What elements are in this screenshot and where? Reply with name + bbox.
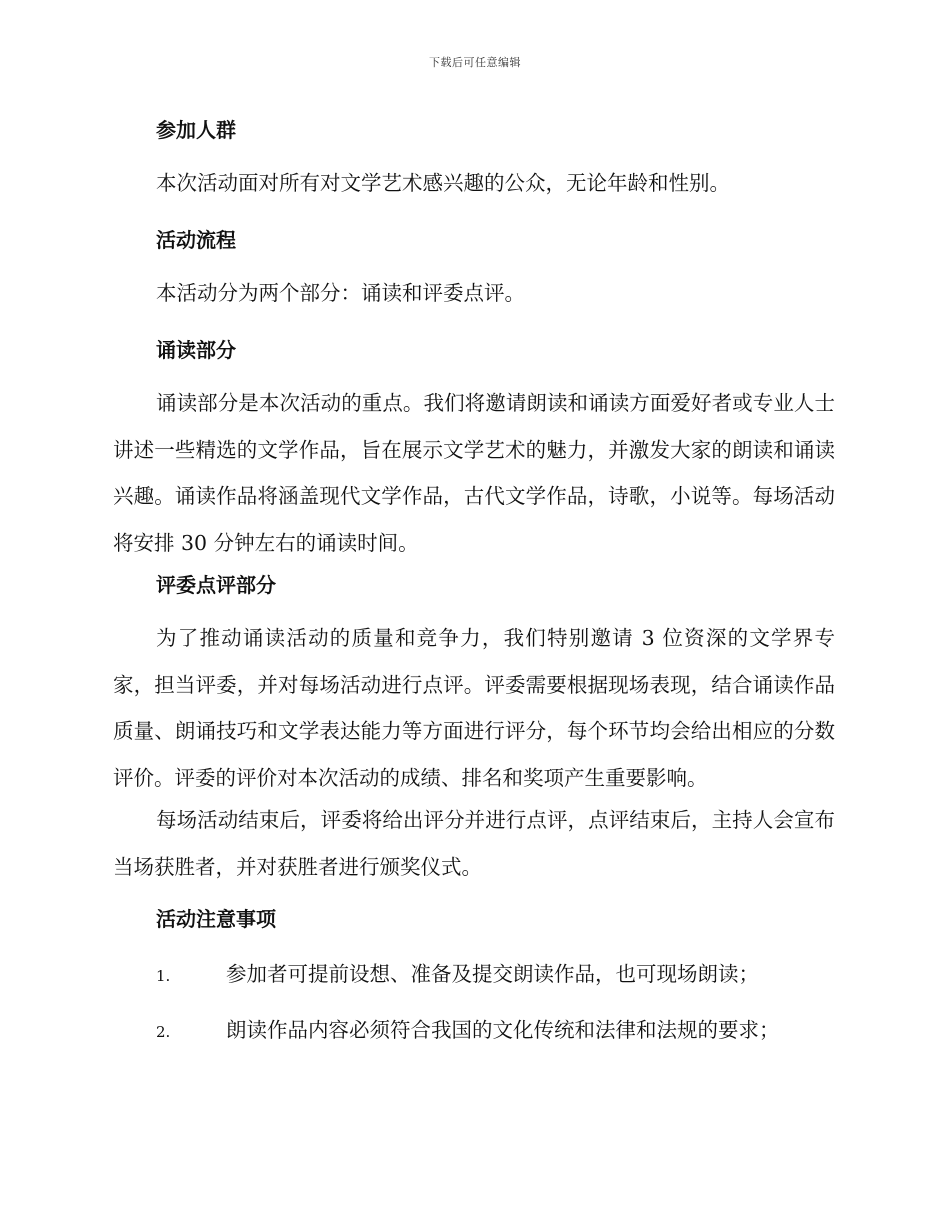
list-item-number: 2. (156, 1023, 171, 1041)
list-item-text: 朗读作品内容必须符合我国的文化传统和法律和法规的要求； (226, 1018, 780, 1042)
heading-judging: 评委点评部分 (156, 573, 276, 597)
paragraph-process: 本活动分为两个部分：诵读和评委点评。 (156, 281, 525, 305)
paragraph-recitation: 诵读部分是本次活动的重点。我们将邀请朗读和诵读方面爱好者或专业人士讲述一些精选的文学作品，旨在展示文学艺术的魅力，并激发大家的朗读和诵读兴趣。诵读作品将涵盖现代文学作品，古代文学作品，诗歌，小说等。每场活动将安排 30 分钟左右的诵读时间。 (113, 391, 835, 555)
paragraph-judging-2: 每场活动结束后，评委将给出评分并进行点评，点评结束后，主持人会宣布当场获胜者，并对获胜者进行颁奖仪式。 (113, 808, 835, 879)
list-item-number: 1. (156, 967, 171, 985)
heading-notes: 活动注意事项 (156, 907, 276, 931)
list-item-text: 参加者可提前设想、准备及提交朗读作品，也可现场朗读； (226, 962, 759, 986)
heading-recitation: 诵读部分 (156, 338, 236, 362)
paragraph-audience: 本次活动面对所有对文学艺术感兴趣的公众，无论年龄和性别。 (156, 171, 730, 195)
heading-process: 活动流程 (156, 228, 236, 252)
list-item (156, 1013, 836, 1043)
paragraph-judging-1: 为了推动诵读活动的质量和竞争力，我们特别邀请 3 位资深的文学界专家，担当评委，并对每场活动进行点评。评委需要根据现场表现，结合诵读作品质量、朗诵技巧和文学表达能力等方面进行评分，每个环节均会给出相应的分数评价。评委的评价对本次活动的成绩、排名和奖项产生重要影响。 (113, 626, 835, 790)
list-item (156, 957, 836, 987)
header-note: 下载后可任意编辑 (429, 56, 521, 69)
heading-audience: 参加人群 (156, 118, 236, 142)
